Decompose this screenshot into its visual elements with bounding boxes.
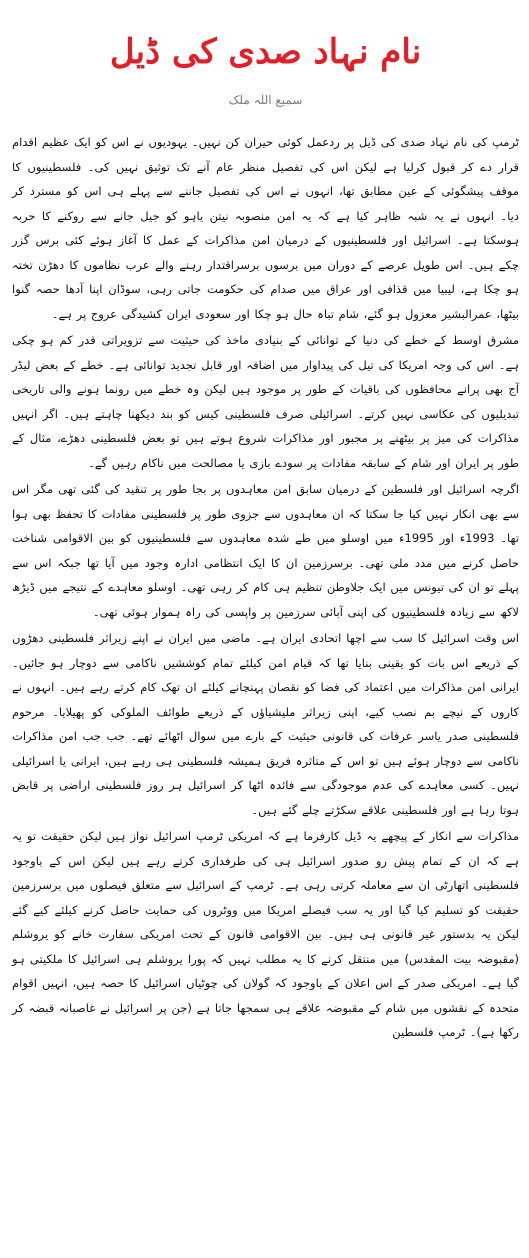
article-paragraph: ٹرمپ کی نام نہاد صدی کی ڈیل پر ردعمل کوئی حیران کن نہیں۔ یہودیوں نے اس کو ایک عظیم اقدام قرار دے کر قبول کرلیا ہے لیکن اس کی تفصیل منظر عام آنے تک توثیق نہیں کی۔ فلسطینیوں کا موقف پیشگوئی کے عین مطابق تھا، انہوں نے اس کی تفصیل جاننے سے پہلے ہی اس کو مسترد کر دیا۔ انہوں نے یہ شبہ ظاہر کیا ہے کہ یہ امن منصوبہ نیتن یاہو کو جیل جانے سے روکنے کا حربہ ہوسکتا ہے۔ اسرائیل اور فلسطینیوں کے درمیان امن مذاکرات کے عمل کا آغاز ہوئے کئی برس گزر چکے ہیں۔ اس طویل عرصے کے دوران میں برسوں برسراقتدار رہنے والے عرب نظاموں کا دھڑن تختہ ہو چکا ہے، لیبیا میں قذافی اور عراق میں صدام کی حکومت جاتی رہی، سوڈان اپنا آدھا حصہ گنوا بیٹھا، عمرالبشیر معزول ہو گئے، شام تباہ حال ہو چکا اور سعودی ایران کشیدگی عروج پر ہے۔ xyxy=(12,135,519,321)
article-paragraph: مذاکرات سے انکار کے پیچھے یہ ڈیل کارفرما ہے کہ امریکی ٹرمپ اسرائیل نواز ہیں لیکن حقیقت تو یہ ہے کہ ان کے تمام پیش رو صدور اسرائیل ہی کی طرفداری کرتے رہے ہیں لیکن اس کے باوجود فلسطینی اتھارٹی ان سے معاملہ کرتی رہی ہے۔ ٹرمپ کے اسرائیل سے متعلق فیصلوں میں برسرزمین حقیقت کو تسلیم کیا گیا اور یہ سب فیصلے امریکا میں ووٹروں کی حمایت حاصل کرنے کیلئے کیے گئے لیکن یہ بدستور غیر قانونی ہی ہیں۔ بین الاقوامی قانون کے تحت امریکی سفارت خانے کو یروشلم (مقبوضہ بیت المقدس) میں منتقل کرنے کا یہ مطلب نہیں کہ پورا یروشلم ہی اسرائیل کا ملکیتی ہو گیا ہے۔ امریکی صدر کے اس اعلان کے باوجود کہ گولان کی چوٹیاں اسرائیل کا حصہ ہیں، انہیں اقوام متحدہ کے نقشوں میں شام کے مقبوضہ علاقے ہی سمجھا جاتا ہے (جن پر اسرائیل نے غاصبانہ قبضہ کر رکھا ہے)۔ ٹرمپ فلسطین xyxy=(12,829,519,1039)
article-title: نام نہاد صدی کی ڈیل xyxy=(109,32,422,72)
article-paragraph: اس وقت اسرائیل کا سب سے اچھا اتحادی ایران ہے۔ ماضی میں ایران نے اپنے زیراثر فلسطینی دھڑوں کے ذریعے اس بات کو یقینی بنایا تھا کہ قیام امن کیلئے تمام کوششیں ناکامی سے دوچار ہو جائیں۔ ایرانی امن مذاکرات میں اعتماد کی فضا کو نقصان پہنچانے کیلئے ان تھک کام کرتے رہے ہیں۔ انہوں نے کاروں کے نیچے بم نصب کیے، اپنی زیراثر ملیشیاؤں کے ذریعے طوائف الملوکی کو پھیلایا۔ مرحوم فلسطینی صدر یاسر عرفات کی قانونی حیثیت کے بارے میں سوال اٹھائے تھے۔ جب جب امن مذاکرات ناکامی سے دوچار ہوئے ہیں تو اس کے متاثرہ فریق ہمیشہ فلسطینی ہی رہے ہیں، ایرانی یا اسرائیلی نہیں۔ کسی معاہدے کی عدم موجودگی سے فائدہ اٹھا کر اسرائیل ہر روز فلسطینی اراضی پر قابض ہوتا رہا ہے اور فلسطینی علاقے سکڑتے چلے گئے ہیں۔ xyxy=(12,631,519,817)
author-byline: سمیع اللہ ملک xyxy=(228,93,303,107)
article-paragraph: مشرق اوسط کے خطے کی دنیا کے توانائی کے بنیادی ماخذ کی حیثیت سے تزویراتی قدر کم ہو چکی ہے۔ اس کی وجہ امریکا کی تیل کی پیداوار میں اضافہ اور قابل تجدید توانائی ہے۔ خطے کے بعض لیڈر آج بھی پرانے محافظوں کی باقیات کے طور پر موجود ہیں لیکن وہ خطے میں رونما ہونے والی تاریخی تبدیلیوں کی عکاسی نہیں کرتے۔ اسرائیلی صرف فلسطینی کیس کو بند دیکھنا چاہتے ہیں۔ اگر انہیں مذاکرات کی میز پر بیٹھنے پر مجبور اور مذاکرات شروع ہوتے ہیں تو بعض فلسطینی دھڑے، مثال کے طور پر ایران اور شام کے سابقہ مفادات پر سودے بازی یا مصالحت میں ناکام رہیں گے۔ xyxy=(12,333,519,470)
article-paragraph: اگرچہ اسرائیل اور فلسطین کے درمیان سابق امن معاہدوں پر بجا طور پر تنقید کی گئی تھی مگر اس سے بھی انکار نہیں کیا جا سکتا کہ ان معاہدوں سے جزوی طور پر فلسطینی مفادات کا تحفظ بھی ہوا تھا۔ 1993ء اور 1995ء میں اوسلو میں طے شدہ معاہدوں سے فلسطینیوں کو بین الاقوامی شناخت حاصل کرنے میں مدد ملی تھی۔ برسرزمین ان کا ایک انتظامی ادارہ وجود میں آیا تھا جبکہ اس سے پہلے تو ان کی تیونس میں ایک جلاوطن تنظیم ہی کام کر رہی تھی۔ اوسلو معاہدے کے نتیجے میں ڈیڑھ لاکھ سے زیادہ فلسطینیوں کی اپنی آبائی سرزمین پر واپسی کی راہ ہموار ہوئی تھی۔ xyxy=(12,482,519,619)
article-body xyxy=(12,130,519,1045)
